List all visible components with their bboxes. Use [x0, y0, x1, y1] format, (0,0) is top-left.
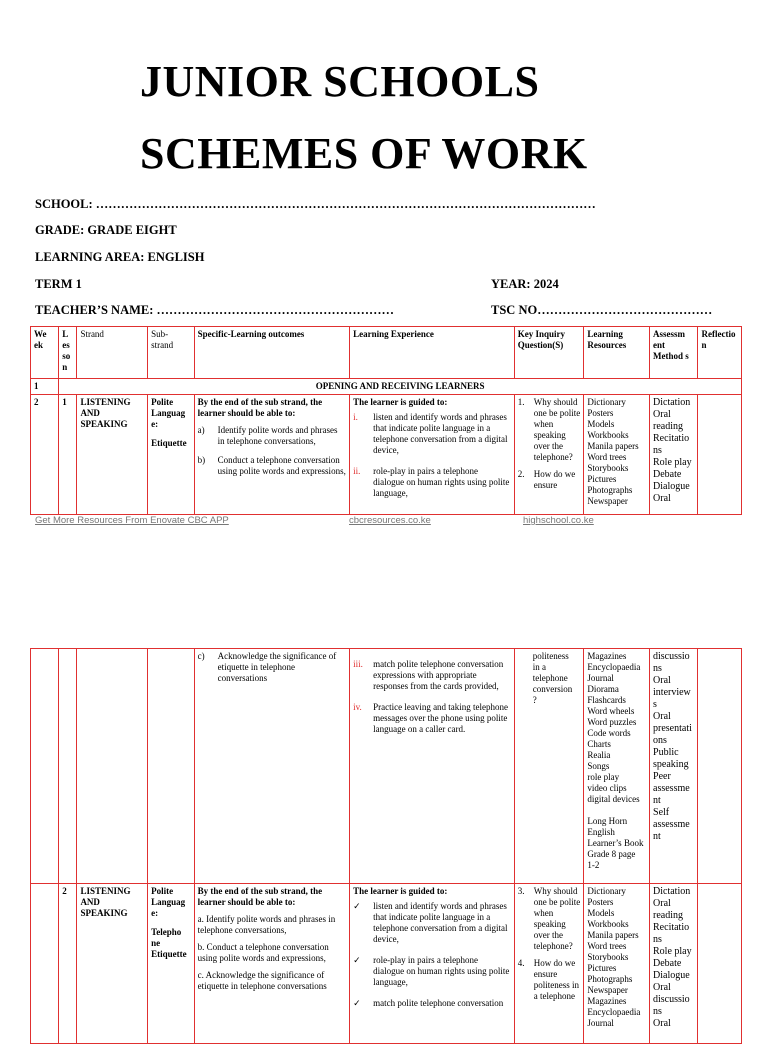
assessment-item: speaking: [653, 759, 689, 770]
document-title-line2: SCHEMES OF WORK: [140, 129, 588, 178]
resource-item: Storybooks: [587, 952, 629, 962]
row-lesson: 1: [59, 395, 77, 515]
list-item: a. Identify polite words and phrases in telephone conversations,: [197, 914, 336, 935]
assessment-item: assessme: [653, 819, 690, 830]
list-item: 4. How do we ensure politeness in a telephone: [517, 958, 579, 1001]
strand-line: AND: [80, 408, 100, 418]
list-item: c. Acknowledge the significance of etiquette in telephone conversations: [197, 970, 327, 991]
row-experience: [350, 395, 515, 515]
row-reflection: [698, 649, 742, 884]
assessment-item: s: [653, 699, 657, 710]
learning-area-field: LEARNING AREA: ENGLISH: [35, 250, 205, 264]
assessment-item: Oral: [653, 675, 671, 686]
row-strand: [77, 649, 148, 884]
kiq-line: telephone: [532, 673, 568, 683]
resource-item: Workbooks: [587, 919, 629, 929]
opening-week: 1: [31, 379, 59, 395]
resource-item: Posters: [587, 897, 614, 907]
assessment-item: discussio: [653, 651, 690, 662]
row-week: [31, 649, 59, 884]
row-slo: [194, 649, 350, 884]
header-week: We ek: [31, 327, 59, 379]
resource-item: Photographs: [587, 974, 633, 984]
assessment-item: Self: [653, 807, 670, 818]
table-row: [31, 395, 742, 515]
assessment-item: discussio: [653, 994, 690, 1005]
assessment-item: ns: [653, 934, 662, 945]
strand-line: LISTENING: [80, 886, 131, 896]
assessment-item: Oral: [653, 1018, 671, 1029]
resource-item: Magazines: [587, 651, 627, 661]
resource-item: Encyclopaedia: [587, 662, 641, 672]
grade-field: GRADE: GRADE EIGHT: [35, 223, 177, 237]
resource-item: Encyclopaedia: [587, 1007, 641, 1017]
resource-item: Long Horn: [587, 816, 628, 826]
assessment-item: Debate: [653, 958, 682, 969]
kiq-line: politeness: [532, 651, 569, 661]
strand-line: SPEAKING: [80, 908, 128, 918]
resource-item: Journal: [587, 1018, 614, 1028]
assessment-item: Oral: [653, 493, 671, 504]
school-field: SCHOOL: …………………………………………………………………………………………………………: [35, 197, 596, 211]
row-reflection: [698, 395, 742, 515]
slo-intro: By the end of the sub strand, the learner should be able to:: [197, 397, 323, 418]
assessment-item: reading: [653, 421, 684, 432]
list-item: ✓ role-play in pairs a telephone dialogue on human rights using polite language,: [353, 955, 510, 987]
row-reflection: [698, 884, 742, 1044]
scheme-table-page1: [30, 326, 742, 515]
assessment-item: Recitatio: [653, 433, 690, 444]
assessment-item: ons: [653, 735, 667, 746]
assessment-item: reading: [653, 910, 684, 921]
row-resources: [584, 649, 650, 884]
sub-strand-b: Etiquette: [151, 438, 187, 448]
assessment-item: nt: [653, 795, 661, 806]
strand-line: SPEAKING: [80, 419, 128, 429]
row-experience: [350, 649, 515, 884]
assessment-item: Oral: [653, 982, 671, 993]
resource-item: Word trees: [587, 452, 627, 462]
resource-item: Newspaper: [587, 985, 628, 995]
resource-item: 1-2: [587, 860, 600, 870]
footer-link-cbcresources[interactable]: cbcresources.co.ke: [349, 515, 431, 526]
resource-item: Workbooks: [587, 430, 629, 440]
row-assessment: [650, 395, 698, 515]
resource-item: Realia: [587, 750, 611, 760]
checkmark-icon: ✓: [353, 998, 361, 1008]
resource-item: Word puzzles: [587, 717, 637, 727]
list-item: 1. Why should one be polite when speaking over the telephone?: [517, 397, 581, 462]
resource-item: Dictionary: [587, 397, 626, 407]
assessment-item: Role play: [653, 946, 692, 957]
resource-item: Pictures: [587, 474, 617, 484]
resource-item: Models: [587, 908, 615, 918]
assessment-item: Dictation: [653, 397, 691, 408]
header-slo: Specific-Learning outcomes: [194, 327, 350, 379]
assessment-item: Dictation: [653, 886, 691, 897]
opening-row: [31, 379, 742, 395]
resource-item: Manila papers: [587, 441, 639, 451]
row-strand: [77, 884, 148, 1044]
resource-item: Songs: [587, 761, 610, 771]
header-experience: Learning Experience: [350, 327, 515, 379]
assessment-item: Debate: [653, 469, 682, 480]
header-strand: Strand: [77, 327, 148, 379]
assessment-item: Dialogue: [653, 481, 690, 492]
teacher-name-field: TEACHER’S NAME: …………………………………………………: [35, 303, 395, 317]
resource-item: Word trees: [587, 941, 627, 951]
row-resources: [584, 884, 650, 1044]
strand-line: AND: [80, 897, 100, 907]
assessment-item: Peer: [653, 771, 671, 782]
resource-spacer: [587, 805, 646, 816]
resource-item: Newspaper: [587, 496, 628, 506]
kiq-line: ?: [532, 695, 537, 705]
assessment-item: nt: [653, 831, 661, 842]
row-assessment: [650, 884, 698, 1044]
resource-item: Word wheels: [587, 706, 635, 716]
assessment-item: Oral: [653, 409, 671, 420]
row-sub-strand: [148, 395, 194, 515]
resource-item: role play: [587, 772, 620, 782]
assessment-item: ns: [653, 445, 662, 456]
row-experience: [350, 884, 515, 1044]
experience-intro: The learner is guided to:: [353, 397, 448, 407]
sub-strand-a: Polite Languag e:: [151, 886, 186, 918]
assessment-item: presentati: [653, 723, 692, 734]
strand-line: LISTENING: [80, 397, 131, 407]
checkmark-icon: ✓: [353, 955, 361, 965]
assessment-item: Public: [653, 747, 679, 758]
list-item: c) Acknowledge the significance of etiquette in telephone conversations: [197, 651, 337, 683]
sub-strand-a: Polite Languag e:: [151, 397, 186, 429]
row-resources: [584, 395, 650, 515]
resource-item: Diorama: [587, 684, 619, 694]
list-item: ii. role-play in pairs a telephone dialogue on human rights using polite language,: [353, 466, 510, 498]
footer-link-highschool[interactable]: highschool.co.ke: [523, 515, 594, 526]
row-strand: [77, 395, 148, 515]
row-week: 2: [31, 395, 59, 515]
resource-item: Posters: [587, 408, 614, 418]
row-lesson: 2: [59, 884, 77, 1044]
row-kiq: [514, 395, 584, 515]
resource-item: Grade 8 page: [587, 849, 636, 859]
assessment-item: assessme: [653, 783, 690, 794]
opening-text: OPENING AND RECEIVING LEARNERS: [59, 379, 742, 395]
tsc-number-field: TSC NO……………………………………: [491, 303, 713, 317]
list-item: b) Conduct a telephone conversation using polite words and expressions,: [197, 455, 346, 476]
list-item: iii. match polite telephone conversation expressions with appropriate responses from the cards provided,: [353, 659, 504, 691]
header-lesson: L es so n: [59, 327, 77, 379]
assessment-item: ns: [653, 1006, 662, 1017]
resource-item: Dictionary: [587, 886, 626, 896]
footer-link-app[interactable]: Get More Resources From Enovate CBC APP: [35, 515, 229, 526]
list-item: ✓ listen and identify words and phrases that indicate polite language in a telephone conversation from a digital device,: [353, 901, 508, 944]
resource-item: Storybooks: [587, 463, 629, 473]
resource-item: Pictures: [587, 963, 617, 973]
sub-strand-b: Telepho ne Etiquette: [151, 927, 187, 959]
term-field: TERM 1: [35, 277, 82, 291]
scheme-table-page2: [30, 648, 742, 1044]
row-lesson: [59, 649, 77, 884]
row-assessment: [650, 649, 698, 884]
resource-item: Manila papers: [587, 930, 639, 940]
resource-item: Charts: [587, 739, 611, 749]
list-item: 3. Why should one be polite when speaking over the telephone?: [517, 886, 581, 951]
resource-item: English: [587, 827, 615, 837]
list-item: iv. Practice leaving and taking telephone messages over the phone using polite language on a caller card.: [353, 702, 509, 734]
assessment-item: Recitatio: [653, 922, 690, 933]
assessment-item: Dialogue: [653, 970, 690, 981]
kiq-line: conversion: [532, 684, 573, 694]
row-slo: [194, 395, 350, 515]
slo-intro: By the end of the sub strand, the learner should be able to:: [197, 886, 323, 907]
resource-item: Photographs: [587, 485, 633, 495]
row-slo: [194, 884, 350, 1044]
year-field: YEAR: 2024: [491, 277, 559, 291]
resource-item: video clips: [587, 783, 627, 793]
table-row: [31, 884, 742, 1044]
row-sub-strand: [148, 649, 194, 884]
header-sub-strand: Sub- strand: [148, 327, 194, 379]
resource-item: digital devices: [587, 794, 640, 804]
header-kiq: Key Inquiry Question(S): [514, 327, 584, 379]
resource-item: Code words: [587, 728, 631, 738]
kiq-line: in a: [532, 662, 546, 672]
list-item: a) Identify polite words and phrases in telephone conversations,: [197, 425, 338, 446]
assessment-item: interview: [653, 687, 691, 698]
resource-item: Models: [587, 419, 615, 429]
resource-item: Learner’s Book: [587, 838, 644, 848]
assessment-item: Oral: [653, 898, 671, 909]
list-item: 2. How do we ensure: [517, 469, 576, 490]
header-reflection: Reflectio n: [698, 327, 742, 379]
assessment-item: ns: [653, 663, 662, 674]
header-resources: Learning Resources: [584, 327, 650, 379]
assessment-item: Oral: [653, 711, 671, 722]
resource-item: Magazines: [587, 996, 627, 1006]
row-week: [31, 884, 59, 1044]
table-header-row: [31, 327, 742, 379]
list-item: ✓ match polite telephone conversation: [353, 998, 504, 1008]
row-kiq: [514, 884, 584, 1044]
row-kiq: [514, 649, 584, 884]
resource-item: Flashcards: [587, 695, 626, 705]
assessment-item: Role play: [653, 457, 692, 468]
checkmark-icon: ✓: [353, 901, 361, 911]
list-item: i. listen and identify words and phrases that indicate polite language in a telephone conversation from a digital device,: [353, 412, 508, 455]
experience-intro: The learner is guided to:: [353, 886, 448, 896]
table-row: [31, 649, 742, 884]
header-assessment: Assessm ent Method s: [650, 327, 698, 379]
row-sub-strand: [148, 884, 194, 1044]
document-title-line1: JUNIOR SCHOOLS: [140, 57, 540, 106]
list-item: b. Conduct a telephone conversation using polite words and expressions,: [197, 942, 329, 963]
resource-item: Journal: [587, 673, 614, 683]
